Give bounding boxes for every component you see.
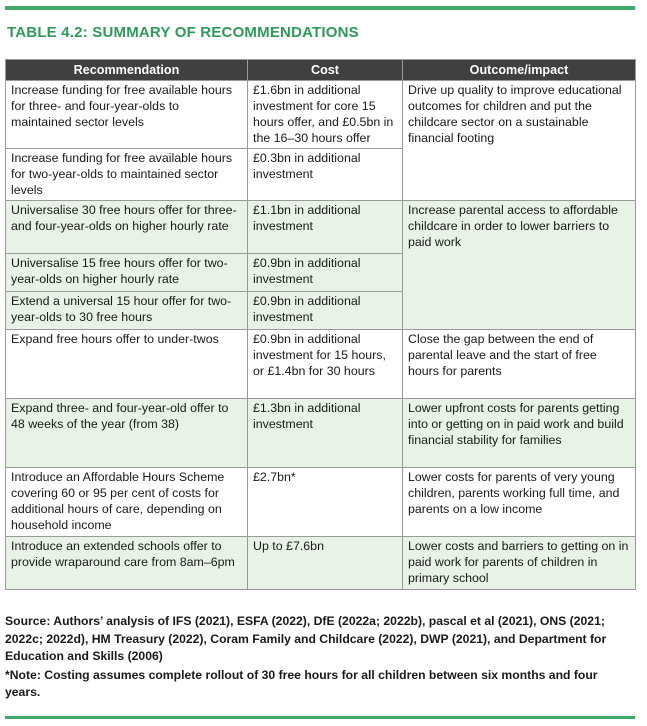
bottom-rule: [5, 716, 635, 719]
row-cost: £0.9bn in additional investment for 15 hours, or £1.4bn for 30 hours: [248, 330, 403, 399]
row-recommendation: Increase funding for free available hours for three- and four-year-olds to maintained sector levels: [6, 81, 248, 149]
table-title: TABLE 4.2: SUMMARY OF RECOMMENDATIONS: [7, 24, 359, 41]
row-outcome: Lower costs and barriers to getting on in paid work for parents of children in primary school: [403, 537, 636, 590]
table-row: [6, 468, 636, 537]
table-row: [6, 201, 636, 254]
row-outcome: Lower costs for parents of very young children, parents working full time, and parents on a low income: [403, 468, 636, 537]
row-recommendation: Universalise 15 free hours offer for two-year-olds on higher hourly rate: [6, 254, 248, 292]
recommendations-table: [5, 59, 636, 590]
row-cost: £0.9bn in additional investment: [248, 292, 403, 330]
table-notes: [5, 613, 635, 702]
row-outcome: Lower upfront costs for parents getting into or getting on in paid work and build financial stability for families: [403, 399, 636, 468]
row-recommendation: Introduce an extended schools offer to provide wraparound care from 8am–6pm: [6, 537, 248, 590]
top-rule: [5, 6, 635, 10]
row-recommendation: Expand free hours offer to under-twos: [6, 330, 248, 399]
row-cost: £1.6bn in additional investment for core 15 hours offer, and £0.5bn in the 16–30 hours offer: [248, 81, 403, 149]
row-recommendation: Universalise 30 free hours offer for three- and four-year-olds on higher hourly rate: [6, 201, 248, 254]
row-outcome: Increase parental access to affordable childcare in order to lower barriers to paid work: [403, 201, 636, 330]
row-outcome: Close the gap between the end of parental leave and the start of free hours for parents: [403, 330, 636, 399]
row-cost: £1.3bn in additional investment: [248, 399, 403, 468]
table-row: [6, 537, 636, 590]
row-recommendation: Introduce an Affordable Hours Scheme covering 60 or 95 per cent of costs for additional hours of care, depending on household income: [6, 468, 248, 537]
table-header-row: [6, 60, 636, 81]
source-text: Source: Authors’ analysis of IFS (2021), ESFA (2022), DfE (2022a; 2022b), pascal et al (2021), ONS (2021; 2022c; 2022d), HM Treasury (2022), Coram Family and Childcare (2022), DWP (2021), and Department for Education and Skills (2006): [5, 614, 607, 663]
header-recommendation: Recommendation: [6, 60, 248, 81]
header-outcome: Outcome/impact: [403, 60, 636, 81]
table-row: [6, 330, 636, 399]
costing-note: *Note: Costing assumes complete rollout of 30 free hours for all children between six months and four years.: [5, 667, 598, 699]
row-recommendation: Increase funding for free available hours for two-year-olds to maintained sector levels: [6, 149, 248, 201]
row-recommendation: Expand three- and four-year-old offer to 48 weeks of the year (from 38): [6, 399, 248, 468]
row-outcome: Drive up quality to improve educational outcomes for children and put the childcare sector on a sustainable financial footing: [403, 81, 636, 201]
header-cost: Cost: [248, 60, 403, 81]
row-recommendation: Extend a universal 15 hour offer for two-year-olds to 30 free hours: [6, 292, 248, 330]
row-cost: Up to £7.6bn: [248, 537, 403, 590]
row-cost: £0.9bn in additional investment: [248, 254, 403, 292]
row-cost: £0.3bn in additional investment: [248, 149, 403, 201]
table-row: [6, 81, 636, 149]
table-row: [6, 399, 636, 468]
row-cost: £2.7bn*: [248, 468, 403, 537]
row-cost: £1.1bn in additional investment: [248, 201, 403, 254]
